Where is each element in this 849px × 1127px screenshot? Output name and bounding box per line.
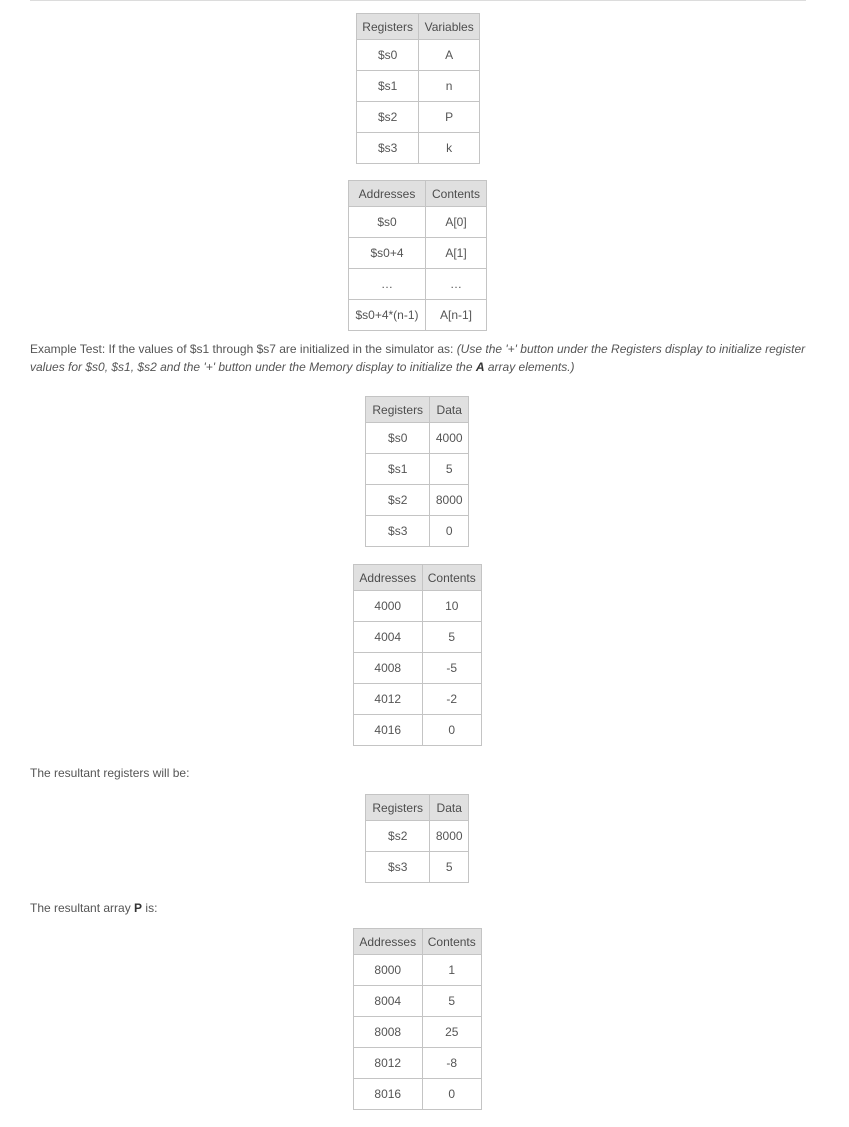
table-cell: 10 <box>422 591 481 622</box>
table-cell: 1 <box>422 955 481 986</box>
table-cell: 8000 <box>430 485 469 516</box>
table-row <box>354 955 482 986</box>
table-cell: 8000 <box>430 821 469 852</box>
column-header: Addresses <box>354 929 423 955</box>
table-cell: 5 <box>430 852 469 883</box>
table-row <box>366 516 469 547</box>
table-cell: A <box>419 40 480 71</box>
table-row <box>354 1017 482 1048</box>
table-cell: $s3 <box>366 516 430 547</box>
table-header-row <box>354 565 482 591</box>
column-header: Data <box>430 397 469 423</box>
table-cell: A[1] <box>426 238 487 269</box>
column-header: Addresses <box>354 565 423 591</box>
table-cell: $s1 <box>357 71 419 102</box>
example-intro-text: Example Test: If the values of $s1 through $s7 are initialized in the simulator as: <box>30 342 457 356</box>
table-cell: $s0+4*(n-1) <box>349 300 426 331</box>
table-row <box>354 986 482 1017</box>
table-row <box>366 454 469 485</box>
column-header: Contents <box>422 929 481 955</box>
table-cell: $s2 <box>357 102 419 133</box>
resultant-array-label <box>30 899 810 917</box>
table-cell: 8000 <box>354 955 423 986</box>
table-row <box>349 269 487 300</box>
table-row <box>354 622 482 653</box>
table-cell: 4004 <box>354 622 423 653</box>
table-row <box>366 423 469 454</box>
column-header: Addresses <box>349 181 426 207</box>
table-header-row <box>354 929 482 955</box>
table-cell: 4012 <box>354 684 423 715</box>
table-cell: $s2 <box>366 821 430 852</box>
table-cell: $s0 <box>349 207 426 238</box>
table-cell: 4008 <box>354 653 423 684</box>
table-row <box>349 300 487 331</box>
table-cell: 4000 <box>354 591 423 622</box>
table-row <box>349 238 487 269</box>
table-cell: -8 <box>422 1048 481 1079</box>
column-header: Registers <box>357 14 419 40</box>
resultant-array-text-1: The resultant array <box>30 901 135 915</box>
table-row <box>357 40 480 71</box>
array-name-p: P <box>134 901 143 915</box>
table-cell: n <box>419 71 480 102</box>
column-header: Variables <box>419 14 480 40</box>
registers-variables-table <box>356 13 480 164</box>
table-row <box>357 71 480 102</box>
table-cell: $s0 <box>366 423 430 454</box>
table-cell: -2 <box>422 684 481 715</box>
table-cell: 4000 <box>430 423 469 454</box>
example-note-text-1: (Use the '+' button under the Registers display to initialize register values for $s0, $s1, $s2 and the '+' button under the Memory display to initialize the <box>30 342 806 374</box>
table-cell: $s3 <box>366 852 430 883</box>
table-cell: k <box>419 133 480 164</box>
table-cell: P <box>419 102 480 133</box>
table-row <box>354 1048 482 1079</box>
table-row <box>357 133 480 164</box>
example-note-text-2: array elements.) <box>484 360 575 374</box>
table-cell: A[0] <box>426 207 487 238</box>
array-name-a: A <box>475 360 485 374</box>
table-header-row <box>366 397 469 423</box>
table-cell: -5 <box>422 653 481 684</box>
table-row <box>366 485 469 516</box>
table-cell: $s1 <box>366 454 430 485</box>
resultant-array-table <box>353 928 482 1110</box>
initial-registers-table <box>365 396 469 547</box>
table-row <box>354 715 482 746</box>
table-cell: 5 <box>430 454 469 485</box>
table-cell: 25 <box>422 1017 481 1048</box>
table-cell: 8008 <box>354 1017 423 1048</box>
table-cell: 8004 <box>354 986 423 1017</box>
table-cell: … <box>349 269 426 300</box>
table-cell: … <box>426 269 487 300</box>
column-header: Contents <box>422 565 481 591</box>
resultant-registers-text: The resultant registers will be: <box>30 766 190 780</box>
column-header: Data <box>430 795 469 821</box>
table-cell: 0 <box>430 516 469 547</box>
table-cell: 0 <box>422 1079 481 1110</box>
table-cell: 4016 <box>354 715 423 746</box>
initial-memory-table <box>353 564 482 746</box>
table-row <box>354 1079 482 1110</box>
table-header-row <box>349 181 487 207</box>
table-row <box>354 653 482 684</box>
addresses-contents-table <box>348 180 487 331</box>
column-header: Registers <box>366 397 430 423</box>
table-cell: 5 <box>422 622 481 653</box>
top-divider <box>30 0 806 1</box>
table-row <box>357 102 480 133</box>
resultant-array-text-2: is: <box>142 901 158 915</box>
table-row <box>349 207 487 238</box>
table-cell: $s3 <box>357 133 419 164</box>
table-row <box>366 821 469 852</box>
column-header: Registers <box>366 795 430 821</box>
table-cell: 0 <box>422 715 481 746</box>
resultant-registers-table <box>365 794 469 883</box>
table-cell: 8016 <box>354 1079 423 1110</box>
table-cell: 8012 <box>354 1048 423 1079</box>
table-header-row <box>366 795 469 821</box>
column-header: Contents <box>426 181 487 207</box>
table-cell: 5 <box>422 986 481 1017</box>
table-row <box>354 684 482 715</box>
table-cell: A[n-1] <box>426 300 487 331</box>
table-cell: $s0 <box>357 40 419 71</box>
example-test-paragraph <box>30 340 810 376</box>
table-row <box>366 852 469 883</box>
table-row <box>354 591 482 622</box>
table-cell: $s2 <box>366 485 430 516</box>
resultant-registers-label <box>30 764 810 782</box>
table-header-row <box>357 14 480 40</box>
table-cell: $s0+4 <box>349 238 426 269</box>
